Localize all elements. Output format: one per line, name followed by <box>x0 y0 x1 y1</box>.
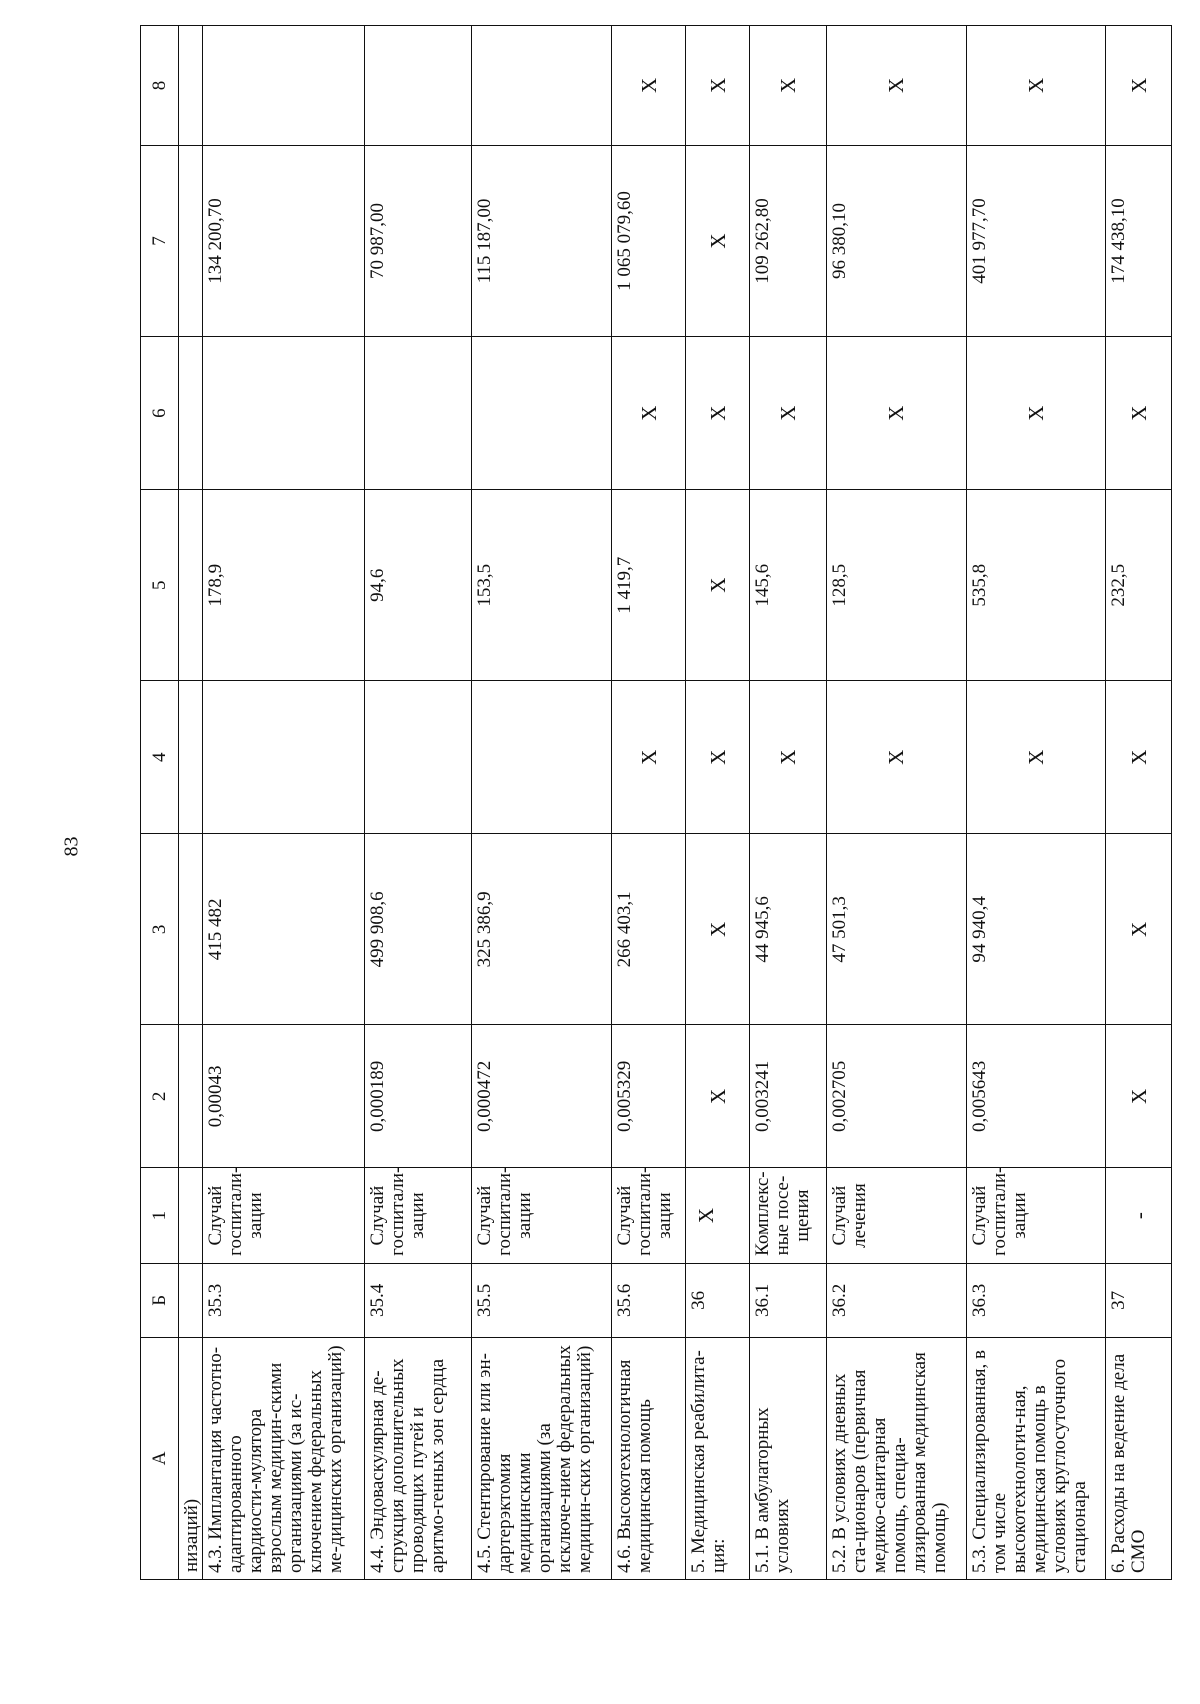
row-col8: X <box>1106 26 1172 146</box>
row-name: 4.3. Имплантация частотно-адаптированного кардиости-мулятора взрослым медицин-скими организациями (за ис-ключением федеральных ме-дицинских организаций) <box>203 1337 364 1579</box>
row-code: 35.6 <box>611 1263 686 1337</box>
row-col6: X <box>750 337 827 490</box>
row-col7: 134 200,70 <box>203 145 364 336</box>
header-cell: 7 <box>141 145 179 336</box>
header-cell: A <box>141 1337 179 1579</box>
row-col7: 1 065 079,60 <box>611 145 686 336</box>
table-row <box>472 26 612 1580</box>
row-name: 4.5. Стентирование или эн-дартерэктомия медицинскими организациями (за исключе-нием федеральных медицин-ских организаций) <box>472 1337 612 1579</box>
row-col3: 266 403,1 <box>611 834 686 1025</box>
row-unit: Случай госпитали-зации <box>364 1168 472 1264</box>
row-col7: 174 438,10 <box>1106 145 1172 336</box>
row-col2: X <box>686 1025 750 1168</box>
row-col4: X <box>966 681 1106 834</box>
row-col7: X <box>686 145 750 336</box>
row-name: 5. Медицинская реабилита-ция: <box>686 1337 750 1579</box>
row-col5: 178,9 <box>203 490 364 681</box>
row-col2: 0,005643 <box>966 1025 1106 1168</box>
row-col8 <box>203 26 364 146</box>
row-name: 6. Расходы на ведение дела СМО <box>1106 1337 1172 1579</box>
row-code: 35.4 <box>364 1263 472 1337</box>
row-col5: 535,8 <box>966 490 1106 681</box>
row-col6: X <box>1106 337 1172 490</box>
row-col2: 0,000189 <box>364 1025 472 1168</box>
row-col3: 94 940,4 <box>966 834 1106 1025</box>
row-code: 36.3 <box>966 1263 1106 1337</box>
table-row <box>364 26 472 1580</box>
row-col6 <box>203 337 364 490</box>
header-row <box>141 26 179 1580</box>
row-unit: Случай госпитали-зации <box>966 1168 1106 1264</box>
row-col3: 44 945,6 <box>750 834 827 1025</box>
header-cell: 1 <box>141 1168 179 1264</box>
tariff-table <box>140 25 1172 1580</box>
table-row <box>1106 26 1172 1580</box>
row-name: 5.3. Специализированная, в том числе высокотехнологич-ная, медицинская помощь в условиях круглосуточного стационара <box>966 1337 1106 1579</box>
row-unit: Случай госпитали-зации <box>472 1168 612 1264</box>
row-col5: 153,5 <box>472 490 612 681</box>
row-unit: - <box>1106 1168 1172 1264</box>
row-col7: 115 187,00 <box>472 145 612 336</box>
row-col2: 0,003241 <box>750 1025 827 1168</box>
row-col4: X <box>750 681 827 834</box>
row-col5: X <box>686 490 750 681</box>
row-col4: X <box>686 681 750 834</box>
row-col3: X <box>1106 834 1172 1025</box>
row-col2: 0,002705 <box>827 1025 967 1168</box>
row-col5: 232,5 <box>1106 490 1172 681</box>
row-col4: X <box>611 681 686 834</box>
table-row <box>827 26 967 1580</box>
table-row <box>686 26 750 1580</box>
row-name: 5.1. В амбулаторных условиях <box>750 1337 827 1579</box>
row-col4: X <box>1106 681 1172 834</box>
row-col6: X <box>966 337 1106 490</box>
row-col7: 96 380,10 <box>827 145 967 336</box>
row-col5: 94,6 <box>364 490 472 681</box>
table-row <box>966 26 1106 1580</box>
row-code: 36.1 <box>750 1263 827 1337</box>
row-col6 <box>364 337 472 490</box>
row-code: 37 <box>1106 1263 1172 1337</box>
row-name: 4.4. Эндоваскулярная де-струкция дополнительных проводящих путей и аритмо-генных зон сердца <box>364 1337 472 1579</box>
row-name: 4.6. Высокотехнологичная медицинская помощь <box>611 1337 686 1579</box>
row-col8: X <box>611 26 686 146</box>
row-col8 <box>472 26 612 146</box>
page-number: 83 <box>60 836 83 857</box>
row-col6: X <box>611 337 686 490</box>
row-col4: X <box>827 681 967 834</box>
row-col7: 109 262,80 <box>750 145 827 336</box>
row-col4 <box>472 681 612 834</box>
row-col8: X <box>827 26 967 146</box>
row-unit: Случай госпитали-зации <box>611 1168 686 1264</box>
rotated-table-container <box>140 25 1172 1580</box>
row-col8 <box>364 26 472 146</box>
row-col3: X <box>686 834 750 1025</box>
row-col8: X <box>966 26 1106 146</box>
row-col8: X <box>686 26 750 146</box>
row-unit: Комплекс-ные посе-щения <box>750 1168 827 1264</box>
row-code: 35.3 <box>203 1263 364 1337</box>
header-cell: 5 <box>141 490 179 681</box>
row-col2: 0,00043 <box>203 1025 364 1168</box>
row-col2: 0,005329 <box>611 1025 686 1168</box>
row-col4 <box>203 681 364 834</box>
row-col5: 128,5 <box>827 490 967 681</box>
row-col3: 415 482 <box>203 834 364 1025</box>
row-col3: 499 908,6 <box>364 834 472 1025</box>
row-unit: X <box>686 1168 750 1264</box>
row-col7: 401 977,70 <box>966 145 1106 336</box>
table-row <box>750 26 827 1580</box>
row-col3: 47 501,3 <box>827 834 967 1025</box>
row-col5: 145,6 <box>750 490 827 681</box>
row-col8: X <box>750 26 827 146</box>
row-col2: 0,000472 <box>472 1025 612 1168</box>
row-col6: X <box>827 337 967 490</box>
row-col5: 1 419,7 <box>611 490 686 681</box>
row-name: 5.2. В условиях дневных ста-ционаров (первичная медико-санитарная помощь, специа-лизированная медицинская помощь) <box>827 1337 967 1579</box>
row-code: 35.5 <box>472 1263 612 1337</box>
row-unit: Случай лечения <box>827 1168 967 1264</box>
row-col4 <box>364 681 472 834</box>
row-col6: X <box>686 337 750 490</box>
header-cell: 3 <box>141 834 179 1025</box>
row-code: 36.2 <box>827 1263 967 1337</box>
header-cell: 6 <box>141 337 179 490</box>
row-col3: 325 386,9 <box>472 834 612 1025</box>
row-unit: Случай госпитали-зации <box>203 1168 364 1264</box>
table-row <box>203 26 364 1580</box>
row-col7: 70 987,00 <box>364 145 472 336</box>
header-cell: Б <box>141 1263 179 1337</box>
table-row <box>611 26 686 1580</box>
header-cell: 4 <box>141 681 179 834</box>
row-col6 <box>472 337 612 490</box>
row-col2: X <box>1106 1025 1172 1168</box>
header-cell: 8 <box>141 26 179 146</box>
header-cell: 2 <box>141 1025 179 1168</box>
row-code: 36 <box>686 1263 750 1337</box>
continuation-row <box>179 26 203 1580</box>
continuation-cell: низаций) <box>179 1337 203 1579</box>
